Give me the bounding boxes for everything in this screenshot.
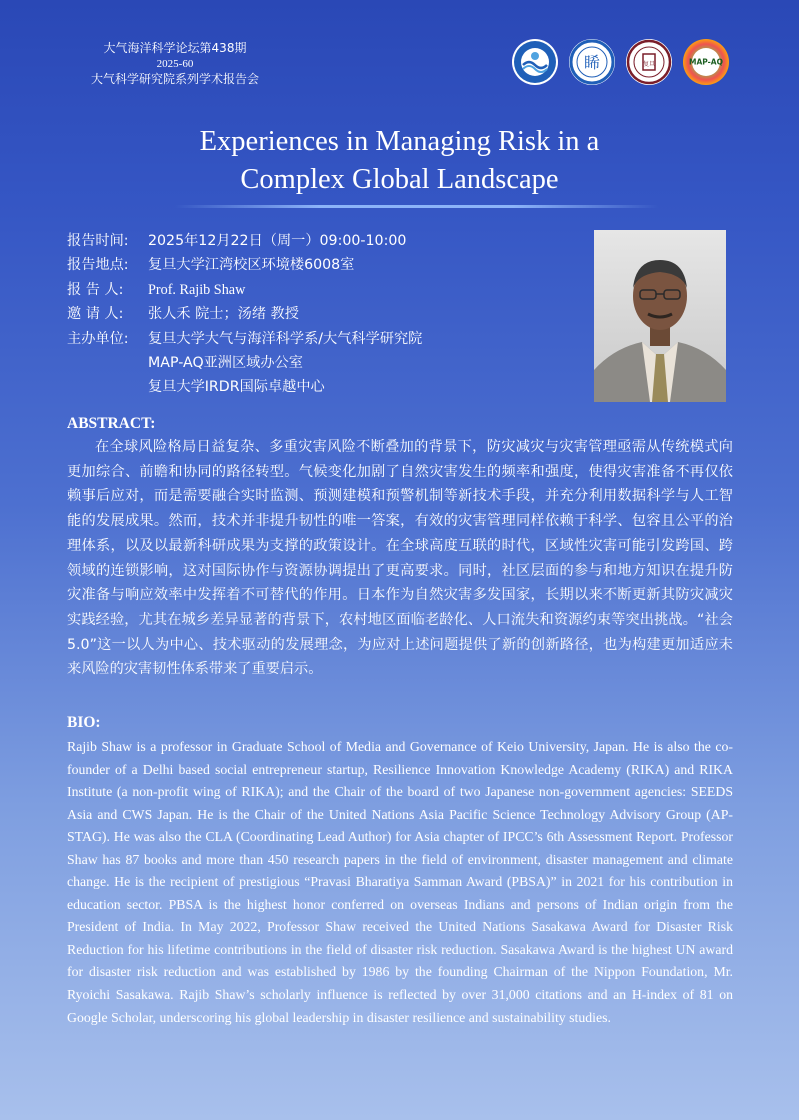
dept-emblem-icon: [569, 39, 615, 85]
abstract-heading: ABSTRACT:: [67, 415, 156, 432]
logo-strip: [512, 39, 729, 85]
svg-text:复旦: 复旦: [642, 61, 656, 68]
organizer-item: 复旦大学大气与海洋科学系/大气科学研究院: [148, 330, 423, 347]
place-value: 复旦大学江湾校区环境楼6008室: [148, 257, 355, 274]
forum-issue: 大气海洋科学论坛第438期: [103, 41, 247, 55]
organizer-item: MAP-AQ亚洲区域办公室: [148, 355, 303, 372]
host-label: 邀 请 人:: [67, 306, 124, 323]
host-value: 张人禾 院士；汤绪 教授: [148, 306, 299, 323]
talk-title: [80, 123, 719, 199]
info-row-organizer: [67, 327, 587, 400]
institute-emblem-icon: [512, 39, 558, 85]
forum-number: 2025-60: [156, 58, 194, 70]
university-seal-icon: [626, 39, 672, 85]
event-info: [67, 229, 587, 400]
forum-series: 大气科学研究院系列学术报告会: [90, 72, 259, 86]
bio-text: Rajib Shaw is a professor in Graduate School of Media and Governance of Keio University, Japan. He is also the co-founder of a Delhi based social entrepreneur startup, Resilience Innovation Knowledge Academy (RIKA) and RIKA Institute (a non-profit wing of RIKA); and the Chair of the board of two Japanese non-government agencies: SEEDS Asia and CWS Japan. He is the Chair of the United Nations Asia Pacific Science Technology Advisory Group (AP-STAG). He was also the CLA (Coordinating Lead Author) for Asia chapter of IPCC’s 6th Assessment Report. Professor Shaw has 87 books and more than 450 research papers in the field of environment, disaster management and climate change. He is the recipient of prestigious “Pravasi Bharatiya Samman Award (PBSA)” in 2021 for his contribution in education sector. PBSA is the highest honor conferred on overseas Indians and persons of Indian origin from the President of India. In May 2022, Professor Shaw received the United Nations Sasakawa Award for Disaster Risk Reduction for his lifetime contributions in the field of disaster risk reduction. Sasakawa Award is the highest UN award for disaster risk reduction and was established by 1986 by the founding Chairman of the Nippon Foundation, Mr. Ryoichi Sasakawa. Rajib Shaw’s scholarly influence is reflected by over 31,000 citations and an H-index of 81 on Google Scholar, underscoring his global leadership in disaster resilience and sustainability studies.: [67, 739, 733, 1025]
info-row-place: [67, 253, 587, 277]
info-row-time: [67, 229, 587, 253]
svg-text:MAP-AQ: MAP-AQ: [689, 57, 723, 67]
bio-heading: BIO:: [67, 714, 101, 731]
talk-title-line2: Complex Global Landscape: [240, 164, 559, 195]
time-value: 2025年12月22日（周一）09:00-10:00: [148, 233, 407, 249]
speaker-label: 报 告 人:: [67, 281, 124, 298]
title-divider: [175, 205, 658, 208]
map-aq-logo-icon: [683, 39, 729, 85]
svg-text:睎: 睎: [583, 53, 601, 72]
organizer-item: 复旦大学IRDR国际卓越中心: [148, 379, 325, 396]
place-label: 报告地点:: [67, 257, 129, 274]
forum-header: [60, 40, 290, 88]
info-row-speaker: [67, 278, 587, 302]
speaker-photo: [594, 230, 726, 402]
organizer-list: [148, 327, 587, 400]
info-row-host: [67, 302, 587, 326]
organizer-label: 主办单位:: [67, 330, 129, 347]
talk-title-line1: Experiences in Managing Risk in a: [199, 126, 600, 157]
abstract-text: 在全球风险格局日益复杂、多重灾害风险不断叠加的背景下，防灾减灾与灾害管理亟需从传统模式向更加综合、前瞻和协同的路径转型。气候变化加剧了自然灾害发生的频率和强度，使得灾害准备不再仅依赖事后应对，而是需要融合实时监测、预测建模和预警机制等新技术手段，并充分利用数据科学与人工智能的发展成果。然而，技术并非提升韧性的唯一答案，有效的灾害管理同样依赖于科学、包容且公平的治理体系，以及以最新科研成果为支撑的政策设计。在全球高度互联的时代，区域性灾害可能引发跨国、跨领域的连锁影响，这对国际协作与资源协调提出了更高要求。同时，社区层面的参与和地方知识在提升防灾准备与响应效率中发挥着不可替代的作用。日本作为自然灾害多发国家，长期以来不断更新其防灾减灾实践经验，尤其在城乡差异显著的背景下，农村地区面临老龄化、人口流失和资源约束等突出挑战。“社会5.0”这一以人为中心、技术驱动的发展理念，为应对上述问题提供了新的创新路径，也为构建更加适应未来风险的灾害韧性体系带来了重要启示。: [67, 439, 733, 678]
speaker-value: Prof. Rajib Shaw: [148, 281, 246, 298]
time-label: 报告时间:: [67, 233, 129, 249]
